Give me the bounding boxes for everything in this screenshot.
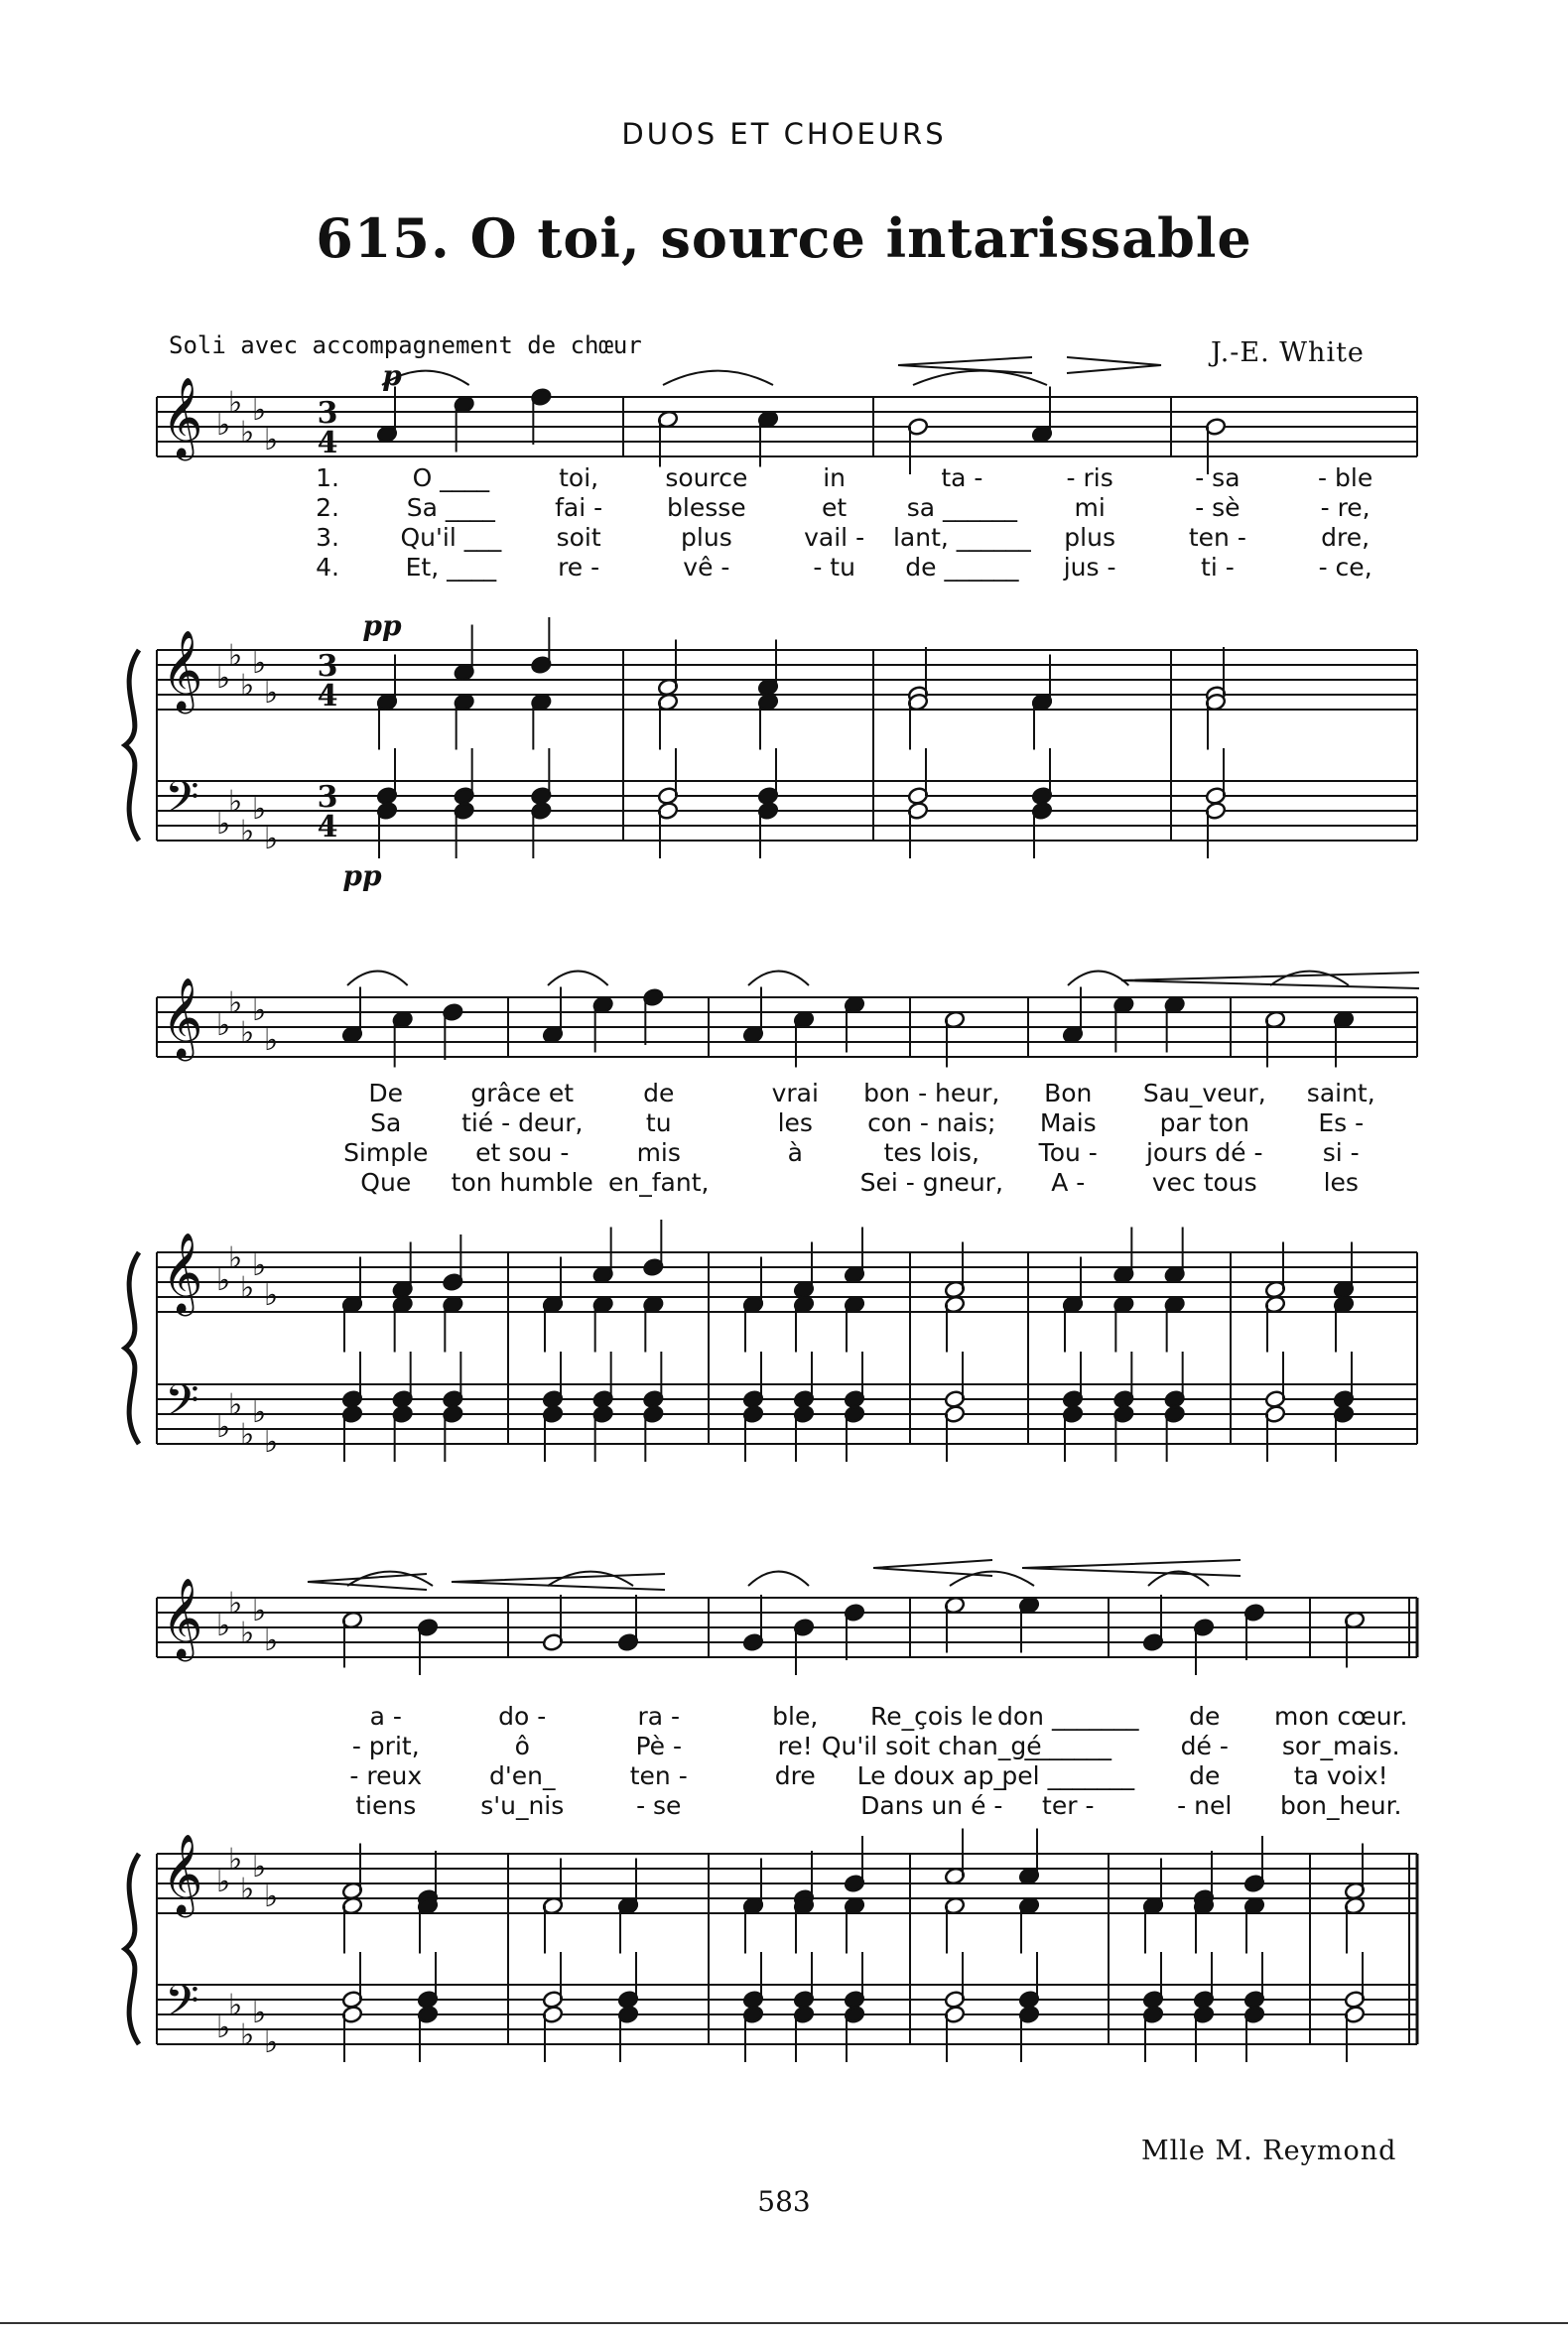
flat-icon: ♭: [252, 993, 267, 1028]
lyric-syllable: A -: [1051, 1168, 1086, 1197]
lyric-syllable: Re_çois le: [870, 1702, 993, 1731]
lyric-syllable: Es -: [1318, 1108, 1365, 1137]
lyric-syllable: - nel: [1177, 1791, 1233, 1820]
dynamic-marking-pp: pp: [342, 859, 382, 892]
flat-icon: ♭: [252, 1996, 267, 2030]
lyric-syllable: Mais: [1039, 1108, 1097, 1137]
lyric-syllable: - ris: [1066, 463, 1113, 492]
lyric-syllable: d'en_: [489, 1761, 556, 1790]
flat-icon: ♭: [252, 1395, 267, 1430]
dynamic-marking-pp: pp: [362, 609, 402, 642]
time-signature-bottom: 4: [317, 679, 338, 714]
lyric-syllable: ta -: [941, 463, 983, 492]
flat-icon: ♭: [264, 1278, 279, 1313]
flat-icon: ♭: [228, 1988, 243, 2023]
crescendo-hairpin: [452, 1574, 665, 1590]
flat-icon: ♭: [228, 1240, 243, 1276]
lyric-syllable: mi: [1074, 493, 1106, 522]
slur: [748, 972, 809, 985]
verse-number: 2.: [316, 493, 339, 522]
flat-icon: ♭: [216, 1263, 231, 1298]
flat-icon: ♭: [240, 814, 255, 849]
flat-icon: ♭: [240, 1616, 255, 1651]
lyric-syllable: plus: [681, 523, 732, 552]
lyric-syllable: de: [1189, 1702, 1221, 1731]
lyric-syllable: Qu'il ___: [400, 523, 502, 552]
lyric-syllable: re!: [777, 1732, 813, 1760]
lyric-syllable: ten -: [629, 1761, 688, 1790]
flat-icon: ♭: [228, 985, 243, 1021]
flat-icon: ♭: [228, 385, 243, 421]
lyric-syllable: Dans un é -: [860, 1791, 1003, 1820]
lyric-syllable: tié - deur,: [461, 1108, 584, 1137]
lyric-syllable: les: [1323, 1168, 1359, 1197]
flat-icon: ♭: [264, 423, 279, 457]
lyric-syllable: Que: [360, 1168, 412, 1197]
treble-clef-icon: 𝄞: [162, 1833, 203, 1914]
flat-icon: ♭: [252, 1850, 267, 1884]
flat-icon: ♭: [216, 1008, 231, 1043]
flat-icon: ♭: [252, 1594, 267, 1628]
lyric-syllable: Simple: [343, 1138, 429, 1167]
lyric-syllable: ti -: [1201, 553, 1235, 582]
time-signature-top: 3: [317, 780, 338, 815]
flat-icon: ♭: [240, 1015, 255, 1051]
flat-icon: ♭: [264, 1880, 279, 1914]
lyric-syllable: et sou -: [475, 1138, 570, 1167]
flat-icon: ♭: [240, 415, 255, 451]
lyric-syllable: tes lois,: [883, 1138, 980, 1167]
slur: [1270, 972, 1349, 985]
lyric-syllable: de ______: [905, 553, 1019, 582]
lyric-syllable: don _______: [997, 1702, 1139, 1731]
lyric-syllable: vec tous: [1151, 1168, 1257, 1197]
treble-clef-icon: 𝄞: [162, 629, 203, 711]
lyric-syllable: mis: [636, 1138, 681, 1167]
system-2: [125, 972, 1419, 1462]
lyric-syllable: toi,: [559, 463, 599, 492]
lyric-syllable: O ____: [412, 463, 490, 492]
lyric-syllable: pel _______: [1001, 1761, 1135, 1790]
lyric-syllable: vail -: [804, 523, 865, 552]
lyric-syllable: ra -: [637, 1702, 681, 1731]
flat-icon: ♭: [240, 1270, 255, 1306]
lyric-syllable: si -: [1322, 1138, 1360, 1167]
lyric-syllable: ter -: [1042, 1791, 1095, 1820]
lyric-syllable: Bon: [1044, 1079, 1093, 1107]
lyric-syllable: sa ______: [906, 493, 1018, 522]
lyric-syllable: Sei - gneur,: [859, 1168, 1003, 1197]
lyric-syllable: re -: [558, 553, 600, 582]
bass-clef-icon: 𝄢: [165, 1374, 199, 1437]
flat-icon: ♭: [228, 1842, 243, 1878]
lyric-syllable: - prit,: [351, 1732, 420, 1760]
bass-clef-icon: 𝄢: [165, 1975, 199, 2037]
page-bottom-rule: [0, 2322, 1568, 2324]
piano-brace: [125, 1252, 139, 1444]
lyric-syllable: mon cœur.: [1273, 1702, 1408, 1731]
performance-note: Soli avec accompagnement de chœur: [169, 331, 642, 359]
time-signature-bottom: 4: [317, 426, 338, 460]
lyric-syllable: vrai: [771, 1079, 819, 1107]
lyric-syllable: tu: [645, 1108, 672, 1137]
lyric-syllable: soit: [556, 523, 601, 552]
flat-icon: ♭: [216, 2011, 231, 2045]
flat-icon: ♭: [264, 676, 279, 711]
slur: [663, 371, 773, 385]
flat-icon: ♭: [216, 1865, 231, 1899]
lyric-syllable: - reux: [349, 1761, 423, 1790]
flat-icon: ♭: [216, 661, 231, 696]
lyric-syllable: source: [665, 463, 748, 492]
lyric-syllable: par ton: [1159, 1108, 1249, 1137]
slur: [347, 972, 408, 985]
treble-clef-icon: 𝄞: [162, 976, 203, 1058]
flat-icon: ♭: [252, 393, 267, 428]
lyric-syllable: ten -: [1188, 523, 1246, 552]
lyric-syllable: en_fant,: [608, 1168, 710, 1197]
lyric-syllable: Sau_veur,: [1142, 1079, 1266, 1107]
lyric-syllable: ble,: [772, 1702, 819, 1731]
flat-icon: ♭: [252, 1248, 267, 1283]
flat-icon: ♭: [228, 638, 243, 674]
flat-icon: ♭: [228, 1586, 243, 1622]
lyric-syllable: tiens: [355, 1791, 417, 1820]
lyric-syllable: - ble: [1318, 463, 1373, 492]
lyric-syllable: bon - heur,: [863, 1079, 1000, 1107]
lyric-syllable: vê -: [683, 553, 730, 582]
lyric-syllable: ô: [514, 1732, 530, 1760]
piano-brace: [125, 650, 139, 841]
flat-icon: ♭: [216, 1410, 231, 1445]
flat-icon: ♭: [216, 1609, 231, 1643]
treble-clef-icon: 𝄞: [162, 1232, 203, 1313]
lyric-syllable: in: [823, 463, 847, 492]
lyric-syllable: Sa ____: [406, 493, 495, 522]
flat-icon: ♭: [228, 784, 243, 820]
lyric-syllable: do -: [498, 1702, 547, 1731]
crescendo-hairpin: [1022, 1560, 1241, 1576]
lyric-syllable: de: [1189, 1761, 1221, 1790]
dynamic-marking-p: p: [382, 359, 402, 392]
time-signature-top: 3: [317, 649, 338, 684]
composer-credit: J.-E. White: [1211, 337, 1365, 368]
lyric-syllable: De: [368, 1079, 404, 1107]
lyric-syllable: dé -: [1180, 1732, 1229, 1760]
lyric-syllable: - tu: [813, 553, 855, 582]
lyric-syllable: con - nais;: [867, 1108, 996, 1137]
flat-icon: ♭: [252, 792, 267, 827]
verse-number: 3.: [316, 523, 339, 552]
treble-clef-icon: 𝄞: [162, 1577, 203, 1658]
lyric-syllable: - sè: [1195, 493, 1241, 522]
lyric-syllable: lant, ______: [892, 523, 1031, 552]
bass-clef-icon: 𝄢: [165, 771, 199, 834]
page-number: 583: [757, 2185, 811, 2218]
piano-brace: [125, 1854, 139, 2044]
slur: [548, 972, 608, 985]
lyric-syllable: dre: [774, 1761, 816, 1790]
lyric-syllable: s'u_nis: [480, 1791, 565, 1820]
lyric-syllable: - ce,: [1318, 553, 1372, 582]
page-header: DUOS ET CHOEURS: [621, 117, 947, 151]
lyric-syllable: Qu'il soit chan_gé: [821, 1732, 1042, 1760]
hymn-title: 615. O toi, source intarissable: [316, 206, 1252, 270]
lyric-syllable: plus: [1064, 523, 1115, 552]
lyric-syllable: - sa: [1195, 463, 1241, 492]
lyric-syllable: jus -: [1063, 553, 1116, 582]
flat-icon: ♭: [216, 807, 231, 842]
decrescendo-hairpin: [1067, 357, 1161, 373]
lyric-syllable: jours dé -: [1145, 1138, 1263, 1167]
flat-icon: ♭: [264, 822, 279, 856]
flat-icon: ♭: [264, 1023, 279, 1058]
lyric-syllable: Sa: [370, 1108, 402, 1137]
time-signature-bottom: 4: [317, 810, 338, 844]
lyric-syllable: bon_heur.: [1279, 1791, 1402, 1820]
system-1: [125, 357, 1417, 858]
slur: [1068, 972, 1128, 985]
time-signature-top: 3: [317, 396, 338, 431]
lyric-syllable: - se: [636, 1791, 682, 1820]
lyric-syllable: et: [822, 493, 848, 522]
lyric-syllable: Pè -: [635, 1732, 683, 1760]
flat-icon: ♭: [264, 1623, 279, 1658]
arranger-credit: Mlle M. Reymond: [1141, 2136, 1397, 2166]
lyric-syllable: fai -: [555, 493, 603, 522]
lyric-syllable: grâce et: [470, 1079, 575, 1107]
lyric-syllable: Et, ____: [405, 553, 497, 582]
lyric-syllable: - re,: [1320, 493, 1371, 522]
lyric-syllable: Le doux ap_: [856, 1761, 1006, 1790]
verse-number: 1.: [316, 463, 339, 492]
flat-icon: ♭: [240, 1872, 255, 1907]
flat-icon: ♭: [240, 1417, 255, 1453]
flat-icon: ♭: [264, 2025, 279, 2060]
flat-icon: ♭: [216, 408, 231, 443]
verse-number: 4.: [316, 553, 339, 582]
crescendo-hairpin: [1121, 973, 1419, 988]
slur: [748, 1572, 809, 1586]
lyric-syllable: de: [643, 1079, 675, 1107]
flat-icon: ♭: [240, 2017, 255, 2053]
flat-icon: ♭: [228, 1387, 243, 1423]
flat-icon: ♭: [264, 1425, 279, 1460]
lyric-syllable: sor_mais.: [1281, 1732, 1400, 1760]
lyric-syllable: ton humble: [451, 1168, 593, 1197]
lyric-syllable: saint,: [1306, 1079, 1375, 1107]
lyric-syllable: ta voix!: [1293, 1761, 1388, 1790]
system-3: [125, 1560, 1417, 2062]
lyric-syllable: à: [787, 1138, 803, 1167]
lyric-syllable: les: [777, 1108, 813, 1137]
lyric-syllable: a -: [369, 1702, 402, 1731]
lyric-syllable: dre,: [1321, 523, 1371, 552]
flat-icon: ♭: [240, 668, 255, 704]
lyric-syllable: blesse: [667, 493, 746, 522]
treble-clef-icon: 𝄞: [162, 376, 203, 457]
lyric-syllable: _______: [1024, 1732, 1111, 1760]
flat-icon: ♭: [252, 646, 267, 681]
lyric-syllable: Tou -: [1038, 1138, 1098, 1167]
